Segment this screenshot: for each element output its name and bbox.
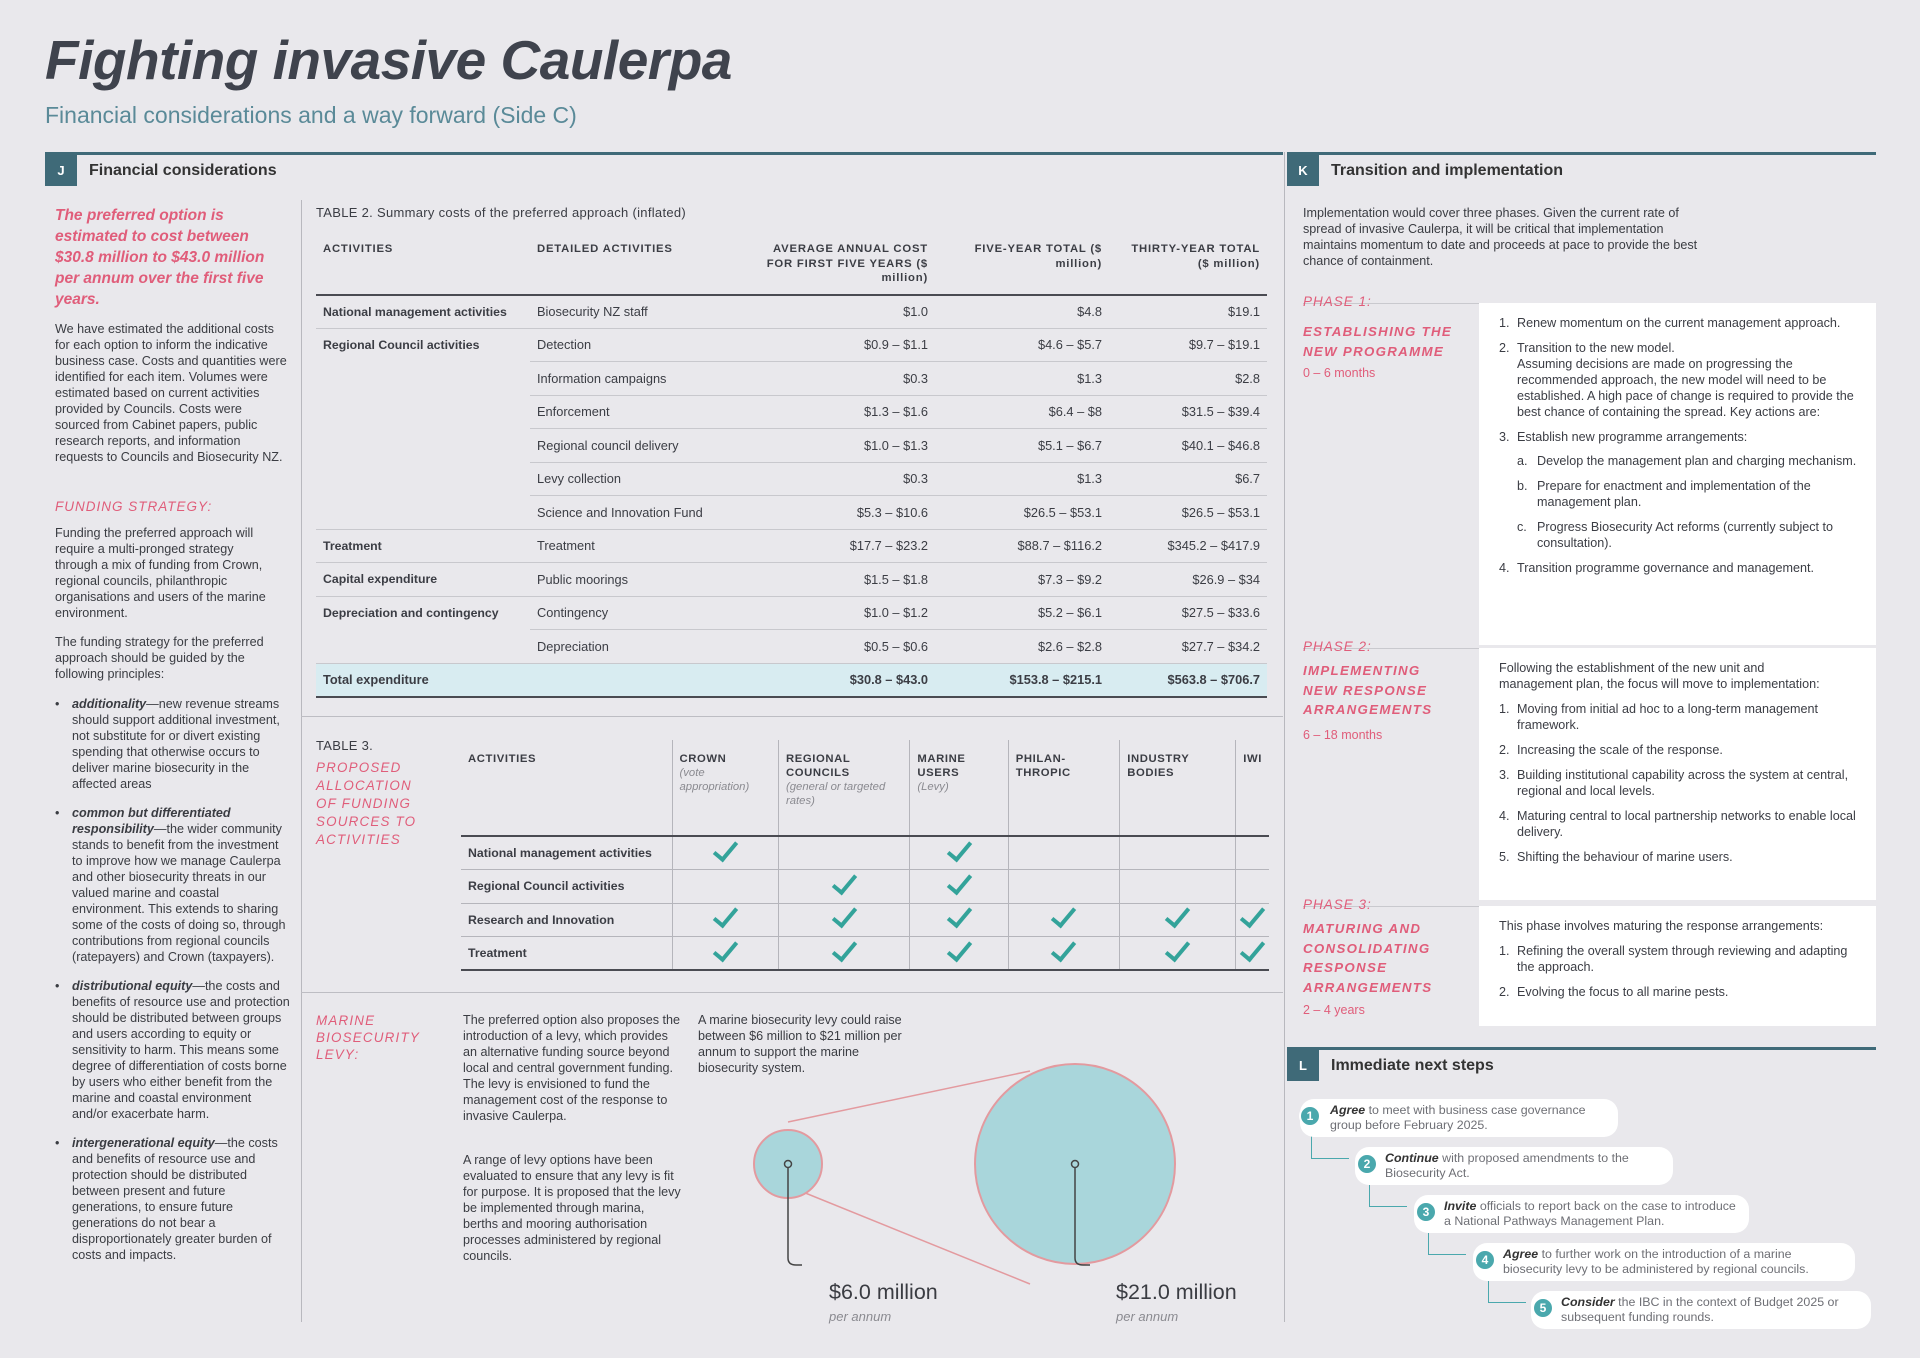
column-divider	[1284, 152, 1285, 1322]
table-cell: $26.5 – $53.1	[1109, 496, 1267, 530]
table-cell: Science and Innovation Fund	[530, 496, 740, 530]
table-row	[316, 362, 1267, 396]
column-header: ACTIVITIES	[461, 740, 672, 836]
principle-item: • distributional equity—the costs and benefits of resource use and protection should be distributed between groups and users according to equity or sensitivity to harm. This means some degree of differentiation of costs borne by users who either benefit from the marine and coastal environment and/or exacerbate harm.	[55, 978, 290, 1122]
phase3-intro: This phase involves maturing the response arrangements:	[1499, 919, 1824, 933]
table-cell: $26.9 – $34	[1109, 563, 1267, 597]
summary-costs-table	[316, 230, 1267, 698]
table-cell	[1236, 937, 1269, 971]
table-cell	[316, 496, 530, 530]
column-header: CROWN (vote appropriation)	[672, 740, 779, 836]
table-cell	[530, 663, 740, 697]
table-cell: Regional Council activities	[461, 870, 672, 904]
phase1-time: 0 – 6 months	[1303, 366, 1376, 380]
table-cell	[316, 630, 530, 664]
levy-comparison-graphic	[740, 1060, 1240, 1300]
checkmark-icon	[1051, 935, 1076, 962]
step-number-badge: 4	[1474, 1249, 1496, 1271]
column-header: DETAILED ACTIVITIES	[530, 230, 740, 295]
table-row	[316, 395, 1267, 429]
checkmark-icon	[1165, 902, 1190, 929]
table3-label	[316, 738, 431, 849]
table-cell: Treatment	[530, 529, 740, 563]
levy-intro-text: The preferred option also proposes the introduction of a levy, which provides an alternative funding source beyond local and central government funding. The levy is envisioned to fund the management cost of the response to invasive Caulerpa.	[463, 1013, 681, 1123]
table-cell	[1236, 836, 1269, 870]
phase1-name: ESTABLISHING THE NEW PROGRAMME	[1303, 324, 1453, 359]
table-cell: Research and Innovation	[461, 903, 672, 937]
table-cell	[1008, 836, 1120, 870]
funding-principles-list	[55, 696, 290, 1276]
phase3-box	[1479, 906, 1876, 1026]
checkmark-icon	[946, 868, 971, 895]
table-cell: $6.4 – $8	[935, 395, 1109, 429]
levy-raise-text: A marine biosecurity levy could raise between $6 million to $21 million per annum to support the marine biosecurity system.	[698, 1013, 902, 1075]
table-cell: $1.0	[740, 295, 935, 329]
table-cell	[316, 429, 530, 463]
table-row	[316, 429, 1267, 463]
list-item: 2. Transition to the new model. Assuming decisions are made on progressing the recommended approach, the new model will need to be established. A high pace of change is required to provide the best chance of containing the spread. Key actions are:	[1499, 341, 1854, 419]
table-cell: $7.3 – $9.2	[935, 563, 1109, 597]
table-cell: Public moorings	[530, 563, 740, 597]
list-item: 1. Refining the overall system through reviewing and adapting the approach.	[1499, 944, 1848, 974]
table-cell: National management activities	[461, 836, 672, 870]
levy-low-unit: per annum	[829, 1309, 892, 1324]
table-cell: Contingency	[530, 596, 740, 630]
table-cell: $26.5 – $53.1	[935, 496, 1109, 530]
table-header-row	[461, 740, 1269, 836]
checkmark-icon	[1240, 935, 1265, 962]
next-step-item: Consider the IBC in the context of Budget 2025 or subsequent funding rounds.	[1531, 1291, 1871, 1329]
table-cell: $153.8 – $215.1	[935, 663, 1109, 697]
table-cell: Depreciation and contingency	[323, 606, 499, 620]
section-k-header	[1287, 152, 1876, 186]
levy-heading: MARINE BIOSECURITY LEVY:	[316, 1013, 420, 1062]
table-cell: Total expenditure	[316, 663, 530, 697]
table-cell	[1008, 870, 1120, 904]
table-row	[316, 630, 1267, 664]
table-cell: $17.7 – $23.2	[740, 529, 935, 563]
list-item: 1. Renew momentum on the current management approach.	[1499, 316, 1841, 330]
list-item: 5. Shifting the behaviour of marine users.	[1499, 850, 1733, 864]
table-cell: $345.2 – $417.9	[1109, 529, 1267, 563]
table-row	[316, 563, 1267, 597]
table-cell: Treatment	[316, 529, 530, 563]
list-item: 1. Moving from initial ad hoc to a long-term management framework.	[1499, 702, 1818, 732]
section-divider	[301, 992, 1283, 993]
step-number-badge: 5	[1532, 1297, 1554, 1319]
table-cell: Information campaigns	[530, 362, 740, 396]
table-cell: $1.3	[935, 462, 1109, 496]
phase1-box	[1479, 303, 1876, 645]
table-row	[316, 295, 1267, 329]
table-cell: National management activities	[316, 295, 530, 329]
table-cell	[1120, 870, 1236, 904]
phase2-name: IMPLEMENTING NEW RESPONSE ARRANGEMENTS	[1303, 663, 1433, 717]
table-cell	[779, 836, 910, 870]
list-item: 2. Increasing the scale of the response.	[1499, 743, 1723, 757]
table-cell	[910, 937, 1008, 971]
table-cell	[1008, 903, 1120, 937]
table-cell	[1120, 903, 1236, 937]
table-row	[316, 462, 1267, 496]
table-row	[316, 596, 1267, 630]
section-letter: J	[45, 155, 77, 186]
table-cell: $0.5 – $0.6	[740, 630, 935, 664]
section-title: Transition and implementation	[1331, 161, 1564, 179]
phase1-sublist	[1499, 453, 1862, 551]
table-cell	[1236, 903, 1269, 937]
phase3-time: 2 – 4 years	[1303, 1003, 1365, 1017]
table-cell: $5.1 – $6.7	[935, 429, 1109, 463]
table-cell	[910, 903, 1008, 937]
step-number-badge: 1	[1299, 1105, 1321, 1127]
table-cell: $40.1 – $46.8	[1109, 429, 1267, 463]
checkmark-icon	[1051, 902, 1076, 929]
table-cell	[1008, 937, 1120, 971]
funding-principles-intro: The funding strategy for the preferred approach should be guided by the following principles:	[55, 635, 264, 681]
section-title: Immediate next steps	[1331, 1056, 1494, 1074]
column-header: MARINE USERS (Levy)	[910, 740, 1008, 836]
table-cell: $2.6 – $2.8	[935, 630, 1109, 664]
table-cell	[779, 903, 910, 937]
section-l-header	[1287, 1047, 1876, 1081]
table-cell: $1.0 – $1.3	[740, 429, 935, 463]
column-header: INDUSTRY BODIES	[1120, 740, 1236, 836]
table3-title: PROPOSED ALLOCATION OF FUNDING SOURCES TO ACTIVITIES	[316, 760, 417, 847]
cost-highlight: The preferred option is estimated to cost between $30.8 million to $43.0 million per annum over the first five years.	[55, 207, 265, 308]
table-cell: Regional council delivery	[530, 429, 740, 463]
list-item: c. Progress Biosecurity Act reforms (currently subject to consultation).	[1517, 520, 1834, 550]
table-row	[461, 836, 1269, 870]
column-header: ACTIVITIES	[316, 230, 530, 295]
phase2-box	[1479, 648, 1876, 900]
levy-high-amount: $21.0 million	[1116, 1280, 1237, 1304]
table-cell	[316, 462, 530, 496]
section-j-header	[45, 152, 1283, 186]
table-cell	[316, 362, 530, 396]
phase1-list	[1499, 315, 1862, 445]
page-title: Fighting invasive Caulerpa	[45, 29, 732, 91]
phase1-label: PHASE 1:	[1303, 294, 1372, 309]
table-cell: $27.5 – $33.6	[1109, 596, 1267, 630]
table-cell	[672, 903, 779, 937]
table-cell: $5.2 – $6.1	[935, 596, 1109, 630]
table-cell: Capital expenditure	[316, 563, 530, 597]
table-cell: $0.3	[740, 362, 935, 396]
table3-number: TABLE 3.	[316, 738, 374, 753]
table-cell: $0.9 – $1.1	[740, 328, 935, 362]
table-cell: $31.5 – $39.4	[1109, 395, 1267, 429]
table-cell	[672, 870, 779, 904]
section-divider	[301, 716, 1283, 717]
table2-caption: TABLE 2. Summary costs of the preferred approach (inflated)	[316, 205, 687, 220]
next-step-item: Invite officials to report back on the case to introduce a National Pathways Management Plan.	[1414, 1195, 1749, 1233]
table-cell: $563.8 – $706.7	[1109, 663, 1267, 697]
table-cell: $1.0 – $1.2	[740, 596, 935, 630]
table-cell: $4.8	[935, 295, 1109, 329]
list-item: 4. Transition programme governance and management.	[1499, 561, 1815, 575]
table-cell: Enforcement	[530, 395, 740, 429]
table-cell: Treatment	[461, 937, 672, 971]
table-cell: $27.7 – $34.2	[1109, 630, 1267, 664]
checkmark-icon	[1240, 902, 1265, 929]
step-number-badge: 2	[1356, 1153, 1378, 1175]
checkmark-icon	[831, 902, 856, 929]
table-cell	[779, 870, 910, 904]
principle-item: • common but differentiated responsibility—the wider community stands to benefit from the investment to improve how we manage Caulerpa and other biosecurity threats in our valued marine and coastal environment. This extends to sharing some of the costs of doing so, through contributions from regional councils (ratepayers) and Crown (taxpayers).	[55, 805, 290, 965]
phase2-intro: Following the establishment of the new unit and management plan, the focus will move to implementation:	[1499, 661, 1820, 691]
table-cell: $1.3	[935, 362, 1109, 396]
table-cell	[910, 836, 1008, 870]
checkmark-icon	[1165, 935, 1190, 962]
column-header: AVERAGE ANNUAL COST FOR FIRST FIVE YEARS ($ million)	[740, 230, 935, 295]
table-header-row	[316, 230, 1267, 295]
table-cell: Depreciation	[530, 630, 740, 664]
table-row	[461, 937, 1269, 971]
column-header: IWI	[1236, 740, 1269, 836]
next-step-item: Agree to meet with business case governance group before February 2025.	[1300, 1099, 1618, 1137]
transition-intro: Implementation would cover three phases. Given the current rate of spread of invasive Caulerpa, it will be critical that implementation maintains momentum to date and proceeds at pace to provide the best chance of containment.	[1303, 206, 1698, 268]
column-header: PHILAN- THROPIC	[1008, 740, 1120, 836]
list-item: 2. Evolving the focus to all marine pests.	[1499, 985, 1729, 999]
levy-low-amount: $6.0 million	[829, 1280, 938, 1304]
list-item: a. Develop the management plan and charging mechanism.	[1517, 454, 1857, 468]
phase3-name: MATURING AND CONSOLIDATING RESPONSE ARRANGEMENTS	[1303, 921, 1433, 995]
table-cell: $1.5 – $1.8	[740, 563, 935, 597]
table-cell: Biosecurity NZ staff	[530, 295, 740, 329]
table-cell: Detection	[530, 328, 740, 362]
cost-estimate-text: We have estimated the additional costs for each option to inform the indicative business case. Costs and quantities were identified for each item. Volumes were estimated based on current activities provided by Councils. Costs were sourced from Cabinet papers, public research reports, and information requests to Councils and Biosecurity NZ.	[55, 322, 287, 464]
table-cell: Levy collection	[530, 462, 740, 496]
table-cell: Regional Council activities	[323, 338, 480, 352]
step-number-badge: 3	[1415, 1201, 1437, 1223]
levy-high-unit: per annum	[1116, 1309, 1179, 1324]
checkmark-icon	[713, 835, 738, 862]
page-subtitle: Financial considerations and a way forward (Side C)	[45, 102, 577, 128]
section-letter: K	[1287, 155, 1319, 186]
table-row	[461, 870, 1269, 904]
table-cell	[316, 395, 530, 429]
checkmark-icon	[831, 935, 856, 962]
table-cell	[779, 937, 910, 971]
table-row	[316, 328, 1267, 362]
checkmark-icon	[946, 902, 971, 929]
table-cell	[1120, 937, 1236, 971]
list-item: 3. Establish new programme arrangements:	[1499, 430, 1748, 444]
funding-strategy-text: Funding the preferred approach will require a multi-pronged strategy through a mix of funding from Crown, regional councils, philanthropic organisations and users of the marine environment.	[55, 526, 266, 620]
funding-allocation-table	[461, 740, 1269, 971]
next-step-item: Agree to further work on the introduction of a marine biosecurity levy to be administered by regional councils.	[1473, 1243, 1855, 1281]
section-title: Financial considerations	[89, 161, 277, 179]
phase2-time: 6 – 18 months	[1303, 728, 1383, 742]
phase3-list	[1499, 943, 1862, 1000]
list-item: 3. Building institutional capability across the system at central, regional and local levels.	[1499, 768, 1849, 798]
table-cell: $0.3	[740, 462, 935, 496]
table-total-row	[316, 663, 1267, 697]
table-cell	[672, 836, 779, 870]
table-row	[316, 529, 1267, 563]
checkmark-icon	[946, 935, 971, 962]
column-divider	[301, 200, 302, 1322]
table-cell: $5.3 – $10.6	[740, 496, 935, 530]
table-cell	[1236, 870, 1269, 904]
table-cell: $9.7 – $19.1	[1109, 328, 1267, 362]
column-header: REGIONAL COUNCILS (general or targeted rates)	[779, 740, 910, 836]
next-step-item: Continue with proposed amendments to the Biosecurity Act.	[1355, 1147, 1673, 1185]
table-cell	[1120, 836, 1236, 870]
checkmark-icon	[713, 902, 738, 929]
principle-item: • intergenerational equity—the costs and benefits of resource use and protection should be distributed between present and future generations, to ensure future generations do not bear a disproportionately greater burden of costs and impacts.	[55, 1135, 290, 1263]
table-row	[461, 903, 1269, 937]
table-cell: $6.7	[1109, 462, 1267, 496]
phase3-label: PHASE 3:	[1303, 897, 1372, 912]
table-cell: $1.3 – $1.6	[740, 395, 935, 429]
column-header: FIVE-YEAR TOTAL ($ million)	[935, 230, 1109, 295]
principle-item: • additionality—new revenue streams should support additional investment, not substitute for or divert existing spending that otherwise occurs to deliver marine biosecurity in the affected areas	[55, 696, 290, 792]
levy-options-text: A range of levy options have been evaluated to ensure that any levy is fit for purpose. It is proposed that the levy be implemented through marina, berths and mooring authorisation processes administered by regional councils.	[463, 1153, 681, 1263]
table-cell: $19.1	[1109, 295, 1267, 329]
checkmark-icon	[831, 868, 856, 895]
table-cell	[672, 937, 779, 971]
phase2-list	[1499, 701, 1862, 865]
list-item: b. Prepare for enactment and implementation of the management plan.	[1517, 479, 1811, 509]
phase2-label: PHASE 2:	[1303, 639, 1372, 654]
phase1-list-end	[1499, 560, 1862, 576]
section-letter: L	[1287, 1050, 1319, 1081]
table-cell: $30.8 – $43.0	[740, 663, 935, 697]
funding-strategy-heading: FUNDING STRATEGY:	[55, 499, 213, 514]
table-cell	[910, 870, 1008, 904]
column-header: THIRTY-YEAR TOTAL ($ million)	[1109, 230, 1267, 295]
table-row	[316, 496, 1267, 530]
checkmark-icon	[713, 935, 738, 962]
table-cell: $2.8	[1109, 362, 1267, 396]
list-item: 4. Maturing central to local partnership networks to enable local delivery.	[1499, 809, 1856, 839]
checkmark-icon	[946, 835, 971, 862]
table-cell: $88.7 – $116.2	[935, 529, 1109, 563]
table-cell: $4.6 – $5.7	[935, 328, 1109, 362]
